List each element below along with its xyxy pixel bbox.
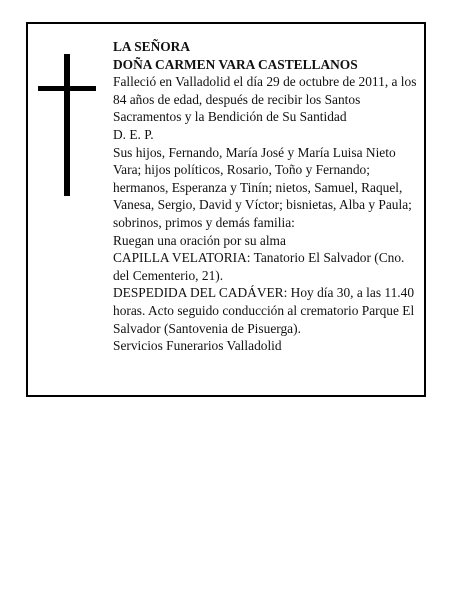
obituary-text — [113, 38, 418, 355]
farewell-info: DESPEDIDA DEL CADÁVER: Hoy día 30, a las 11.40 horas. Acto seguido conducción al crematorio Parque El Salvador (Santovenia de Pisuerga). — [113, 285, 415, 336]
deceased-name: DOÑA CARMEN VARA CASTELLANOS — [113, 56, 358, 72]
funeral-services: Servicios Funerarios Valladolid — [113, 338, 282, 354]
title-line-1: LA SEÑORA — [113, 39, 191, 54]
chapel-info: CAPILLA VELATORIA: Tanatorio El Salvador (Cno. del Cementerio, 21). — [113, 250, 405, 283]
dep-line: D. E. P. — [113, 126, 154, 142]
cross-horizontal-bar — [38, 86, 96, 91]
family-list: Sus hijos, Fernando, María José y María Luisa Nieto Vara; hijos políticos, Rosario, Toño y Fernando; hermanos, Esperanza y Tinín; nietos, Samuel, Raquel, Vanesa, Sergio, David y Víctor; bisnietas, Alba y Paula; sobrinos, primos y demás familia: — [113, 144, 412, 230]
cross-vertical-bar — [64, 54, 70, 196]
prayer-request: Ruegan una oración por su alma — [113, 232, 286, 248]
death-statement: Falleció en Valladolid el día 29 de octubre de 2011, a los 84 años de edad, después de recibir los Santos Sacramentos y la Bendición de Su Santidad — [113, 74, 417, 125]
